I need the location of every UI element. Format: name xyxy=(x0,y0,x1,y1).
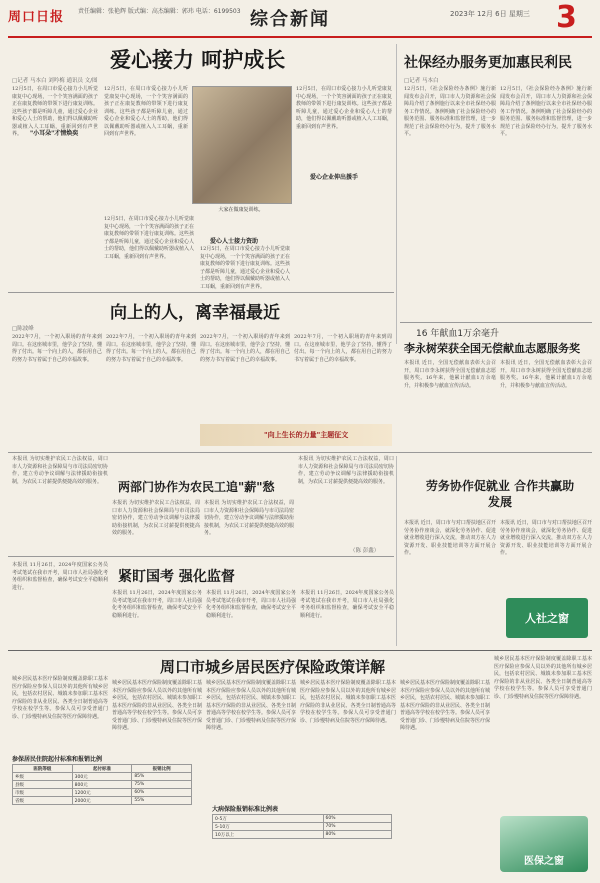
article7-body-col2: 本报讯 11月26日，2024年度国家公务员考试笔试在我市开考，周口市人社局强化考务组织和监督检查，确保考试安全平稳顺利进行。 xyxy=(112,590,203,619)
article8-title: 周口市城乡居民医疗保险政策详解 xyxy=(160,658,386,676)
article1-title: 爱心接力 呵护成长 xyxy=(110,48,286,72)
column-divider xyxy=(396,456,397,646)
article2-title: 社保经办服务更加惠民利民 xyxy=(404,55,572,71)
section-divider xyxy=(8,452,592,453)
table-cell: 70% xyxy=(323,823,391,831)
article8-body-col5: 城乡居民基本医疗保险制度覆盖除职工基本医疗保险应参保人员以外的其他所有城乡居民，包括农村居民、城镇未参加职工基本医疗保险的非从业居民、各类全日制普通高等学校在校学生等。参保人员可享受普通门诊、门诊慢特病及住院等医疗保障待遇。 xyxy=(400,680,491,731)
page-number: 3 xyxy=(556,0,577,35)
article1-photo xyxy=(192,86,292,204)
table-cell: 60% xyxy=(132,789,192,797)
article6-title: 劳务协作促就业 合作共赢助发展 xyxy=(425,479,575,509)
article8-body-col4: 城乡居民基本医疗保险制度覆盖除职工基本医疗保险应参保人员以外的其他所有城乡居民，包括农村居民、城镇未参加职工基本医疗保险的非从业居民、各类全日制普通高等学校在校学生等。参保人员可享受普通门诊、门诊慢特病及住院等医疗保障待遇。 xyxy=(300,680,396,724)
table-cell: 300元 xyxy=(72,773,132,781)
article1-subhead: "小耳朵"才情焕奕 xyxy=(30,130,79,137)
article-divider xyxy=(400,322,592,323)
article7-body-col4: 本报讯 11月26日，2024年度国家公务员考试笔试在我市开考，周口市人社局强化考务组织和监督检查，确保考试安全平稳顺利进行。 xyxy=(300,590,394,619)
article1-body-col1: 12月5日，在周口市爱心接力小儿听觉康复中心现场，一个个笑容满面的孩子正在康复教师的带领下进行康复训练。这些孩子都是听障儿童，通过爱心企业和爱心人士的帮助，他们得以佩戴助听器或植入人工耳蜗，重新回到有声世界。 xyxy=(12,86,98,137)
article5-body-col4: 本报讯 为切实维护农民工合法权益，周口市人力资源和社会保障局与市司法局密切协作，建立劳动争议调解与法律援助衔接机制，为农民工讨薪提供便捷高效的服务。 xyxy=(298,456,394,485)
article5-byline: （陈 彭鑫） xyxy=(350,548,380,554)
section-title: 综合新闻 xyxy=(250,9,330,30)
issue-date: 2023年 12月 6日 星期三 xyxy=(450,10,530,18)
table-row xyxy=(213,831,392,839)
table2-title: 大病保险报销标准比例表 xyxy=(212,806,279,813)
article1-body-col3: 12月5日，在周口市爱心接力小儿听觉康复中心现场，一个个笑容满面的孩子正在康复教师的带领下进行康复训练。这些孩子都是听障儿童，通过爱心企业和爱心人士的帮助，他们得以佩戴助听器或植入人工耳蜗，重新回到有声世界。 xyxy=(104,216,195,260)
article3-body-col2: 本报讯 近日，全国无偿献血表彰大会召开，周口市李永树获得全国无偿献血志愿服务奖。16年来，他累计献血1万余毫升，并积极参与献血宣传活动。 xyxy=(500,360,592,389)
article6-body-col1: 本报讯 近日，周口市与对口帮扶地区召开劳务协作座谈会，就深化劳务协作、促进就业增收进行深入交流，推动双方在人力资源开发、职业技能培训等方面开展合作。 xyxy=(404,520,496,556)
table-header-cell: 起付标准 xyxy=(72,765,132,773)
medical-insurance-column-label: 医保之窗 xyxy=(524,856,564,867)
table-cell: 85% xyxy=(132,773,192,781)
table-row xyxy=(13,773,192,781)
table-cell: 800元 xyxy=(72,781,132,789)
article3-kicker: 16 年献血1万余毫升 xyxy=(416,329,500,339)
article5-body-col3: 本报讯 为切实维护农民工合法权益，周口市人力资源和社会保障局与市司法局密切协作，建立劳动争议调解与法律援助衔接机制，为农民工讨薪提供便捷高效的服务。 xyxy=(204,500,295,536)
table-header-cell: 报销比例 xyxy=(132,765,192,773)
article4-body-col1: 2022年7月，一个初入职场的青年来到周口。在这座城市里，他学会了坚持，懂得了付出。每一个向上的人，都在用自己的努力书写着属于自己的幸福故事。 xyxy=(12,334,103,363)
table1-title: 参保居民住院起付标准和报销比例 xyxy=(12,756,103,763)
banner-text: "向上生长的力量"主题征文 xyxy=(264,431,349,439)
article8-body-col3: 城乡居民基本医疗保险制度覆盖除职工基本医疗保险应参保人员以外的其他所有城乡居民，包括农村居民、城镇未参加职工基本医疗保险的非从业居民、各类全日制普通高等学校在校学生等。参保人员可享受普通门诊、门诊慢特病及住院等医疗保障待遇。 xyxy=(206,680,297,731)
article2-body-col1: 12月5日，《社会保险经办条例》施行新闻发布会召开，周口市人力资源和社会保障局介绍了条例施行以来全市社保经办服务工作情况。条例明确了社会保险经办的服务范围、服务标准和监督管理，进一步规范了社会保险经办行为，提升了服务水平。 xyxy=(404,86,496,137)
article-divider xyxy=(8,556,394,557)
article1-body-col5: 12月5日，在周口市爱心接力小儿听觉康复中心现场，一个个笑容满面的孩子正在康复教师的带领下进行康复训练。这些孩子都是听障儿童，通过爱心企业和爱心人士的帮助，他们得以佩戴助听器或植入人工耳蜗，重新回到有声世界。 xyxy=(296,86,392,130)
article1-byline: □记者 马本白 刘吟梅 通讯员 文/图 xyxy=(12,78,98,84)
table-row xyxy=(213,823,392,831)
article5-title: 两部门协作为农民工追"薪"愁 xyxy=(118,480,275,494)
article1-photo-caption: 大家在做康复训练。 xyxy=(218,207,264,213)
table-cell: 75% xyxy=(132,781,192,789)
table-cell: 乡级 xyxy=(13,773,73,781)
table-cell: 5-10万 xyxy=(213,823,324,831)
article8-body-col2: 城乡居民基本医疗保险制度覆盖除职工基本医疗保险应参保人员以外的其他所有城乡居民，包括农村居民、城镇未参加职工基本医疗保险的非从业居民、各类全日制普通高等学校在校学生等。参保人员可享受普通门诊、门诊慢特病及住院等医疗保障待遇。 xyxy=(112,680,203,731)
table-cell: 1200元 xyxy=(72,789,132,797)
table-cell: 10万以上 xyxy=(213,831,324,839)
table-cell: 55% xyxy=(132,797,192,805)
article4-body-col4: 2022年7月，一个初入职场的青年来到周口。在这座城市里，他学会了坚持，懂得了付出。每一个向上的人，都在用自己的努力书写着属于自己的幸福故事。 xyxy=(294,334,392,363)
masthead xyxy=(0,0,600,40)
column-divider xyxy=(396,44,397,344)
article6-body-col2: 本报讯 近日，周口市与对口帮扶地区召开劳务协作座谈会，就深化劳务协作、促进就业增收进行深入交流，推动双方在人力资源开发、职业技能培训等方面开展合作。 xyxy=(500,520,592,556)
article7-body-col1: 本报讯 11月26日，2024年度国家公务员考试笔试在我市开考，周口市人社局强化考务组织和监督检查，确保考试安全平稳顺利进行。 xyxy=(12,562,108,591)
article4-byline: □陈波峰 xyxy=(12,326,34,332)
editor-info: 责任编辑：张艳辉 版式编：高杰编辑：郭玮 电话：6199503 xyxy=(78,8,241,15)
table-cell: 省级 xyxy=(13,797,73,805)
table-row xyxy=(213,815,392,823)
table-cell: 60% xyxy=(323,815,391,823)
article7-title: 紧盯国考 强化监督 xyxy=(118,569,235,585)
article7-body-col3: 本报讯 11月26日，2024年度国家公务员考试笔试在我市开考，周口市人社局强化考务组织和监督检查，确保考试安全平稳顺利进行。 xyxy=(206,590,297,619)
article2-byline: □记者 马本白 xyxy=(404,78,439,84)
article5-body-col2: 本报讯 为切实维护农民工合法权益，周口市人力资源和社会保障局与市司法局密切协作，建立劳动争议调解与法律援助衔接机制，为农民工讨薪提供便捷高效的服务。 xyxy=(112,500,200,536)
essay-contest-banner xyxy=(200,424,392,446)
section-divider xyxy=(8,650,592,651)
article1-subhead2: 爱心企业伸出援手 xyxy=(310,174,359,181)
table-header-row xyxy=(13,765,192,773)
medical-insurance-column-badge xyxy=(500,816,588,872)
masthead-rule xyxy=(8,36,592,38)
major-illness-table xyxy=(212,814,392,839)
newspaper-logo: 周口日报 xyxy=(8,10,65,25)
reimbursement-table xyxy=(12,764,192,805)
article2-body-col2: 12月5日，《社会保险经办条例》施行新闻发布会召开，周口市人力资源和社会保障局介绍了条例施行以来全市社保经办服务工作情况。条例明确了社会保险经办的服务范围、服务标准和监督管理，进一步规范了社会保险经办行为，提升了服务水平。 xyxy=(500,86,592,137)
article1-body-col4: 12月5日，在周口市爱心接力小儿听觉康复中心现场，一个个笑容满面的孩子正在康复教师的带领下进行康复训练。这些孩子都是听障儿童，通过爱心企业和爱心人士的帮助，他们得以佩戴助听器或植入人工耳蜗，重新回到有声世界。 xyxy=(200,246,291,290)
table-cell: 80% xyxy=(323,831,391,839)
article1-subhead3: 爱心人士接力资助 xyxy=(210,238,259,245)
article3-title: 李永树荣获全国无偿献血志愿服务奖 xyxy=(404,342,580,355)
article8-body-col1: 城乡居民基本医疗保险制度覆盖除职工基本医疗保险应参保人员以外的其他所有城乡居民，包括农村居民、城镇未参加职工基本医疗保险的非从业居民、各类全日制普通高等学校在校学生等。参保人员可享受普通门诊、门诊慢特病及住院等医疗保障待遇。 xyxy=(12,676,108,720)
article8-body-col6: 城乡居民基本医疗保险制度覆盖除职工基本医疗保险应参保人员以外的其他所有城乡居民，包括农村居民、城镇未参加职工基本医疗保险的非从业居民、各类全日制普通高等学校在校学生等。参保人员可享受普通门诊、门诊慢特病及住院等医疗保障待遇。 xyxy=(494,656,592,700)
table-cell: 0-5万 xyxy=(213,815,324,823)
renshe-column-label: 人社之窗 xyxy=(525,612,569,625)
table-cell: 2000元 xyxy=(72,797,132,805)
article4-title: 向上的人，离幸福最近 xyxy=(110,303,280,323)
article-divider xyxy=(8,292,394,293)
article3-body-col1: 本报讯 近日，全国无偿献血表彰大会召开，周口市李永树获得全国无偿献血志愿服务奖。16年来，他累计献血1万余毫升，并积极参与献血宣传活动。 xyxy=(404,360,496,389)
article5-body-col1: 本报讯 为切实维护农民工合法权益，周口市人力资源和社会保障局与市司法局密切协作，建立劳动争议调解与法律援助衔接机制，为农民工讨薪提供便捷高效的服务。 xyxy=(12,456,108,485)
table-row xyxy=(13,781,192,789)
table-cell: 市级 xyxy=(13,789,73,797)
table-cell: 县级 xyxy=(13,781,73,789)
article1-body-col2: 12月5日，在周口市爱心接力小儿听觉康复中心现场，一个个笑容满面的孩子正在康复教师的带领下进行康复训练。这些孩子都是听障儿童，通过爱心企业和爱心人士的帮助，他们得以佩戴助听器或植入人工耳蜗，重新回到有声世界。 xyxy=(104,86,188,137)
table-row xyxy=(13,789,192,797)
article4-body-col2: 2022年7月，一个初入职场的青年来到周口。在这座城市里，他学会了坚持，懂得了付出。每一个向上的人，都在用自己的努力书写着属于自己的幸福故事。 xyxy=(106,334,197,363)
table-header-cell: 医院等级 xyxy=(13,765,73,773)
table-row xyxy=(13,797,192,805)
renshe-column-badge xyxy=(506,598,588,638)
article4-body-col3: 2022年7月，一个初入职场的青年来到周口。在这座城市里，他学会了坚持，懂得了付出。每一个向上的人，都在用自己的努力书写着属于自己的幸福故事。 xyxy=(200,334,291,363)
